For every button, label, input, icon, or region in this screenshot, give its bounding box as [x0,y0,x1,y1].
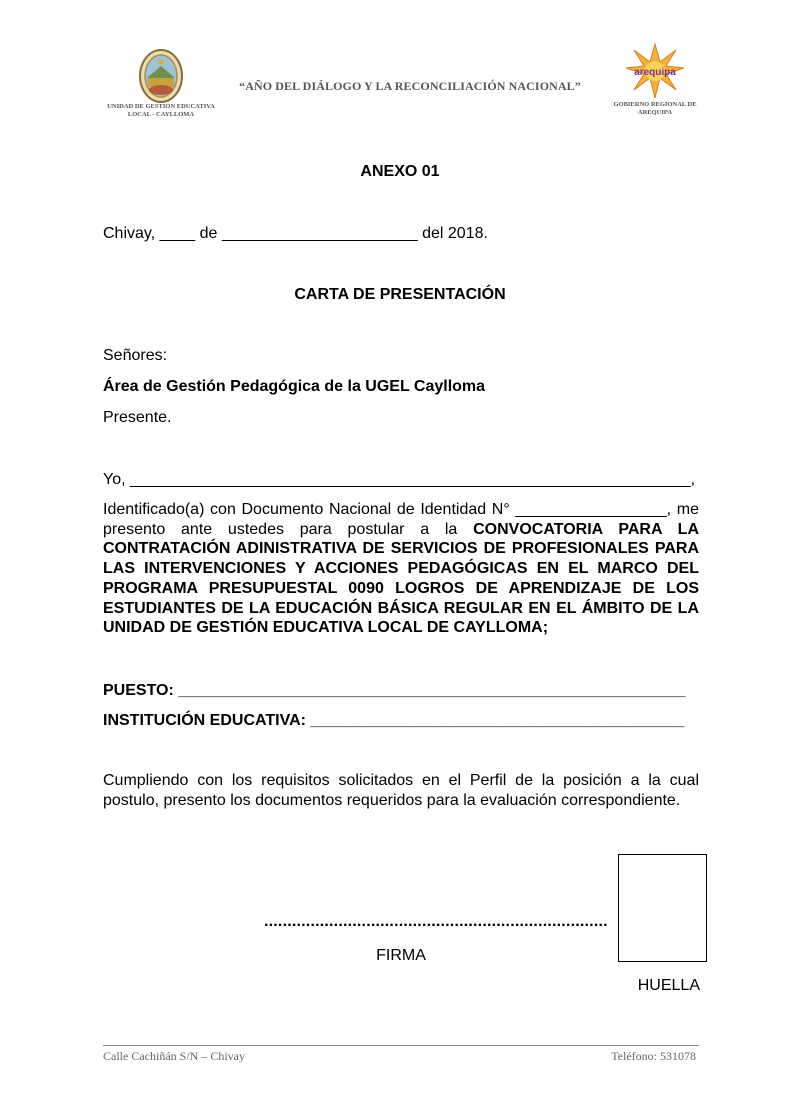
footer-divider [103,1045,699,1046]
arequipa-logo-text: arequipa [634,67,676,78]
gobierno-regional-caption: GOBIERNO REGIONAL DE AREQUIPA [613,101,697,116]
body-intro: Identificado(a) con Documento Nacional de Identidad N° _________________, me presento ante ustedes para postular a la [103,501,699,538]
letter-title: CARTA DE PRESENTACIÓN [294,286,506,303]
body-convocatoria: CONVOCATORIA PARA LA CONTRATACIÓN ADINISTRATIVA DE SERVICIOS DE PROFESIONALES PARA LAS INTERVENCIONES Y ACCIONES PEDAGÓGICAS EN EL MARCO DEL PROGRAMA PRESUPUESTAL 0090 LOGROS DE APRENDIZAJE DE LOS ESTUDIANTES DE LA EDUCACIÓN BÁSICA REGULAR EN EL ÁMBITO DE LA UNIDAD DE GESTIÓN EDUCATIVA LOCAL DE CAYLLOMA; [103,520,700,637]
institucion-line: INSTITUCIÓN EDUCATIVA: __________________________________________ [103,712,685,729]
ugel-crest-logo-icon [138,48,184,104]
arequipa-sun-logo-icon [624,42,686,100]
salutation: Señores: [103,347,168,364]
footer-address: Calle Cachiñán S/N – Chivay [103,1049,245,1063]
signature-label: FIRMA [376,947,426,964]
fingerprint-label: HUELLA [637,977,700,994]
addressee: Área de Gestión Pedagógica de la UGEL Caylloma [103,378,486,395]
puesto-line: PUESTO: _________________________________________________________ [103,682,686,699]
closing-paragraph: Cumpliendo con los requisitos solicitados en el Perfil de la posición a la cual postulo, presento los documentos requeridos para la evaluación correspondiente. [103,772,699,809]
ugel-caption: UNIDAD DE GESTIÓN EDUCATIVA LOCAL - CAYLLOMA [107,103,215,118]
name-line: Yo, _______________________________________________________________, [103,471,696,488]
place-date-line: Chivay, ____ de ______________________ del 2018. [103,225,488,242]
annex-title: ANEXO 01 [360,163,440,180]
presente: Presente. [103,409,172,426]
footer-phone: Teléfono: 531078 [611,1049,696,1063]
fingerprint-box [618,854,707,962]
year-motto: “AÑO DEL DIÁLOGO Y LA RECONCILIACIÓN NACIONAL” [239,79,581,93]
signature-line: .......................................................................... [264,913,608,930]
body-paragraph [103,500,699,638]
